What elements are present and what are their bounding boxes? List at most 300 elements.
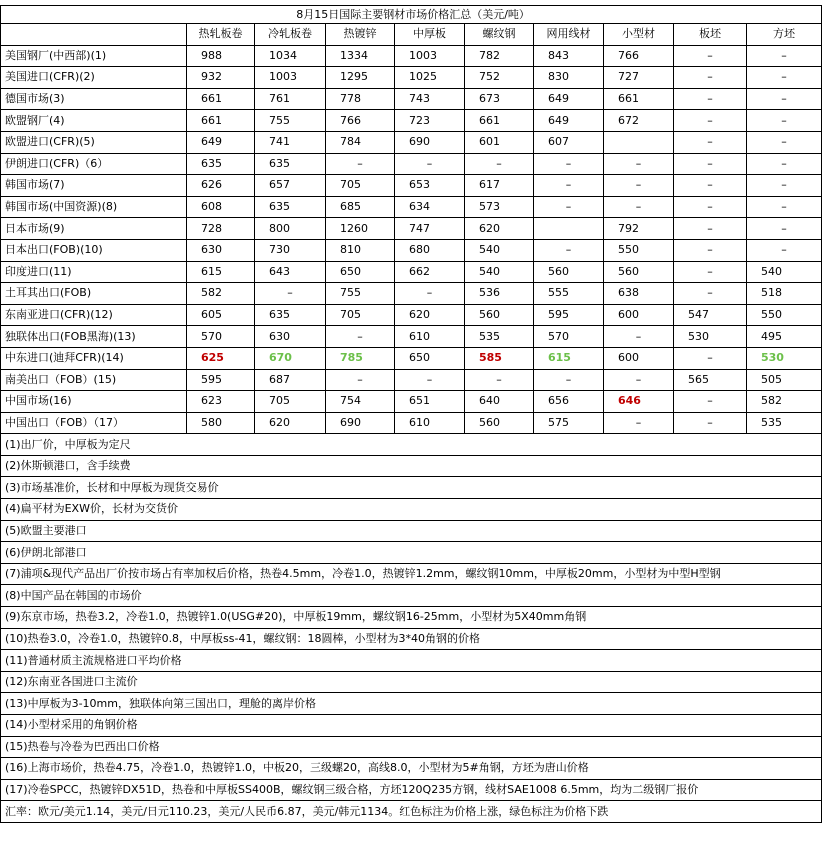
price-cell xyxy=(465,110,534,132)
header-corner-cell xyxy=(1,24,187,46)
price-value: – xyxy=(781,48,787,62)
footnote-text: (13)中厚板为3-10mm，独联体向第三国出口，理舱的离岸价格 xyxy=(1,693,822,715)
price-cell xyxy=(674,196,747,218)
price-cell xyxy=(395,304,465,326)
price-value: – xyxy=(707,178,713,192)
price-value: 540 xyxy=(761,264,782,278)
price-value: – xyxy=(707,200,713,214)
price-cell xyxy=(326,326,395,348)
price-cell xyxy=(395,283,465,305)
price-cell xyxy=(187,304,255,326)
price-cell xyxy=(187,175,255,197)
price-value: 743 xyxy=(409,92,430,106)
price-cell xyxy=(395,218,465,240)
note-row xyxy=(1,477,822,499)
price-value: 643 xyxy=(269,264,290,278)
market-name-cell: 中国市场(16) xyxy=(1,391,187,413)
price-value: – xyxy=(565,156,572,170)
price-cell xyxy=(465,283,534,305)
price-value: 1003 xyxy=(409,48,437,62)
price-value: 540 xyxy=(479,243,500,257)
price-cell xyxy=(465,175,534,197)
price-value: – xyxy=(635,415,642,429)
price-value: – xyxy=(707,264,713,278)
header-row xyxy=(1,24,822,46)
price-value: 755 xyxy=(340,286,361,300)
price-cell xyxy=(187,369,255,391)
note-row xyxy=(1,455,822,477)
price-value: – xyxy=(635,156,642,170)
price-cell xyxy=(465,153,534,175)
price-cell xyxy=(534,283,604,305)
market-name-cell: 独联体出口(FOB黑海)(13) xyxy=(1,326,187,348)
price-cell xyxy=(674,88,747,110)
price-value: 635 xyxy=(269,156,290,170)
price-value: 560 xyxy=(479,415,500,429)
table-row xyxy=(1,369,822,391)
footnote-text: (1)出厂价，中厚板为定尺 xyxy=(1,434,822,456)
price-cell xyxy=(326,304,395,326)
price-value: – xyxy=(781,113,787,127)
market-name-cell: 美国钢厂(中西部)(1) xyxy=(1,45,187,67)
price-value: 727 xyxy=(618,70,639,84)
price-value: 784 xyxy=(340,135,361,149)
price-cell xyxy=(187,326,255,348)
column-header: 小型材 xyxy=(604,24,674,46)
price-cell xyxy=(465,67,534,89)
price-cell xyxy=(747,67,822,89)
price-value: – xyxy=(357,372,363,386)
note-row xyxy=(1,563,822,585)
price-value: – xyxy=(781,243,787,257)
price-value: 728 xyxy=(201,221,222,235)
price-cell xyxy=(747,283,822,305)
price-value: – xyxy=(707,113,713,127)
price-value: 573 xyxy=(479,200,500,214)
price-cell xyxy=(465,196,534,218)
price-value: – xyxy=(781,200,787,214)
price-down-value: 785 xyxy=(340,351,363,365)
price-cell xyxy=(326,110,395,132)
price-cell xyxy=(604,239,674,261)
price-cell xyxy=(534,153,604,175)
price-value: 570 xyxy=(548,329,569,343)
table-row xyxy=(1,45,822,67)
price-cell xyxy=(534,391,604,413)
price-cell xyxy=(747,131,822,153)
price-value: – xyxy=(707,92,713,106)
price-cell xyxy=(395,391,465,413)
price-value: 530 xyxy=(688,329,709,343)
note-row xyxy=(1,801,822,823)
price-value: 560 xyxy=(618,264,639,278)
price-cell xyxy=(674,45,747,67)
price-cell xyxy=(395,369,465,391)
price-cell xyxy=(395,175,465,197)
price-cell xyxy=(747,391,822,413)
price-cell xyxy=(674,283,747,305)
price-cell xyxy=(465,412,534,434)
price-value: – xyxy=(635,200,642,214)
price-cell xyxy=(674,261,747,283)
price-value: – xyxy=(357,156,363,170)
price-value: 560 xyxy=(479,308,500,322)
table-row xyxy=(1,153,822,175)
title-row xyxy=(1,6,822,24)
price-value: 600 xyxy=(618,351,639,365)
price-value: – xyxy=(426,372,433,386)
note-row xyxy=(1,671,822,693)
price-value: 580 xyxy=(201,415,222,429)
price-cell xyxy=(604,391,674,413)
price-value: 649 xyxy=(548,92,569,106)
price-cell xyxy=(747,153,822,175)
price-value: 661 xyxy=(201,113,222,127)
market-name-cell: 印度进口(11) xyxy=(1,261,187,283)
price-cell xyxy=(326,369,395,391)
market-name-cell: 韩国市场(7) xyxy=(1,175,187,197)
price-cell xyxy=(604,283,674,305)
footnote-text: (5)欧盟主要港口 xyxy=(1,520,822,542)
price-value: 988 xyxy=(201,48,222,62)
price-value: 1334 xyxy=(340,48,368,62)
price-value: 560 xyxy=(548,264,569,278)
table-row xyxy=(1,88,822,110)
table-row xyxy=(1,110,822,132)
price-value: 730 xyxy=(269,243,290,257)
price-value: 662 xyxy=(409,264,430,278)
price-value: – xyxy=(781,70,787,84)
price-value: 755 xyxy=(269,113,290,127)
price-value: 685 xyxy=(340,200,361,214)
price-cell xyxy=(395,347,465,369)
price-value: 570 xyxy=(201,329,222,343)
market-name-cell: 美国进口(CFR)(2) xyxy=(1,67,187,89)
price-cell xyxy=(255,218,326,240)
price-value: 1295 xyxy=(340,70,368,84)
price-value: – xyxy=(496,372,502,386)
price-value: – xyxy=(707,156,713,170)
table-row xyxy=(1,67,822,89)
price-value: 638 xyxy=(618,286,639,300)
price-value: 657 xyxy=(269,178,290,192)
price-cell xyxy=(604,67,674,89)
price-cell xyxy=(187,110,255,132)
price-cell xyxy=(747,88,822,110)
market-name-cell: 土耳其出口(FOB) xyxy=(1,283,187,305)
price-value: – xyxy=(707,221,713,235)
price-value: 741 xyxy=(269,135,290,149)
price-up-value: 625 xyxy=(201,351,224,365)
price-value: – xyxy=(565,178,572,192)
price-value: – xyxy=(635,329,642,343)
price-cell xyxy=(326,239,395,261)
price-cell xyxy=(187,283,255,305)
price-cell xyxy=(255,67,326,89)
price-cell xyxy=(326,196,395,218)
price-cell xyxy=(465,261,534,283)
price-value: – xyxy=(707,286,713,300)
price-cell xyxy=(534,304,604,326)
footnote-text: (8)中国产品在韩国的市场价 xyxy=(1,585,822,607)
price-cell xyxy=(674,239,747,261)
footnote-text: (6)伊朗北部港口 xyxy=(1,542,822,564)
price-value: 595 xyxy=(548,308,569,322)
price-cell xyxy=(604,347,674,369)
note-row xyxy=(1,607,822,629)
table-row xyxy=(1,304,822,326)
price-value: 792 xyxy=(618,221,639,235)
price-value: 680 xyxy=(409,243,430,257)
price-value: 620 xyxy=(269,415,290,429)
table-row xyxy=(1,283,822,305)
price-cell xyxy=(326,45,395,67)
price-value: – xyxy=(781,178,787,192)
market-name-cell: 欧盟进口(CFR)(5) xyxy=(1,131,187,153)
price-value: 723 xyxy=(409,113,430,127)
price-cell xyxy=(326,131,395,153)
price-value: – xyxy=(565,200,572,214)
price-cell xyxy=(255,369,326,391)
price-cell xyxy=(395,67,465,89)
price-cell xyxy=(187,412,255,434)
price-cell xyxy=(604,131,674,153)
note-row xyxy=(1,758,822,780)
price-value: 620 xyxy=(409,308,430,322)
price-value: 800 xyxy=(269,221,290,235)
price-cell xyxy=(255,153,326,175)
price-cell xyxy=(747,110,822,132)
price-value: 582 xyxy=(761,394,782,408)
price-value: 607 xyxy=(548,135,569,149)
price-value: 1260 xyxy=(340,221,368,235)
footnote-text: (2)休斯顿港口，含手续费 xyxy=(1,455,822,477)
market-name-cell: 中国出口（FOB）（17） xyxy=(1,412,187,434)
column-header: 中厚板 xyxy=(395,24,465,46)
table-row xyxy=(1,131,822,153)
price-value: 649 xyxy=(201,135,222,149)
footnote-text: (15)热卷与冷卷为巴西出口价格 xyxy=(1,736,822,758)
market-name-cell: 伊朗进口(CFR)（6） xyxy=(1,153,187,175)
price-value: 752 xyxy=(479,70,500,84)
price-value: 656 xyxy=(548,394,569,408)
note-row xyxy=(1,585,822,607)
table-row xyxy=(1,196,822,218)
price-cell xyxy=(674,369,747,391)
price-value: – xyxy=(426,286,433,300)
price-value: 650 xyxy=(409,351,430,365)
price-cell xyxy=(604,110,674,132)
price-cell xyxy=(534,369,604,391)
price-value: 778 xyxy=(340,92,361,106)
price-value: 540 xyxy=(479,264,500,278)
price-cell xyxy=(465,45,534,67)
price-value: 620 xyxy=(479,221,500,235)
price-value: – xyxy=(707,415,713,429)
price-value: – xyxy=(707,394,713,408)
market-name-cell: 东南亚进口(CFR)(12) xyxy=(1,304,187,326)
price-cell xyxy=(604,412,674,434)
note-row xyxy=(1,520,822,542)
footnote-text: (12)东南亚各国进口主流价 xyxy=(1,671,822,693)
table-row xyxy=(1,347,822,369)
price-cell xyxy=(395,45,465,67)
price-value: 535 xyxy=(761,415,782,429)
price-cell xyxy=(326,412,395,434)
table-row xyxy=(1,175,822,197)
price-cell xyxy=(465,391,534,413)
market-name-cell: 韩国市场(中国资源)(8) xyxy=(1,196,187,218)
price-value: 705 xyxy=(340,308,361,322)
price-cell xyxy=(255,175,326,197)
price-value: 634 xyxy=(409,200,430,214)
table-row xyxy=(1,412,822,434)
note-row xyxy=(1,715,822,737)
price-cell xyxy=(465,218,534,240)
steel-price-table xyxy=(0,5,822,823)
price-value: 582 xyxy=(201,286,222,300)
price-value: – xyxy=(781,92,787,106)
price-value: 623 xyxy=(201,394,222,408)
footnote-text: (4)扁平材为EXW价，长材为交货价 xyxy=(1,499,822,521)
price-value: 766 xyxy=(618,48,639,62)
price-cell xyxy=(534,218,604,240)
price-value: 640 xyxy=(479,394,500,408)
price-cell xyxy=(187,347,255,369)
price-cell xyxy=(187,391,255,413)
price-cell xyxy=(326,283,395,305)
price-cell xyxy=(534,131,604,153)
price-cell xyxy=(604,369,674,391)
price-value: 661 xyxy=(479,113,500,127)
column-header: 热轧板卷 xyxy=(187,24,255,46)
price-cell xyxy=(534,326,604,348)
price-cell xyxy=(187,67,255,89)
price-cell xyxy=(395,261,465,283)
price-cell xyxy=(674,326,747,348)
price-cell xyxy=(674,304,747,326)
price-cell xyxy=(534,175,604,197)
price-value: 630 xyxy=(201,243,222,257)
price-cell xyxy=(747,347,822,369)
price-cell xyxy=(326,347,395,369)
price-value: 661 xyxy=(618,92,639,106)
column-header: 冷轧板卷 xyxy=(255,24,326,46)
price-cell xyxy=(604,326,674,348)
footnote-text: (11)普通材质主流规格进口平均价格 xyxy=(1,650,822,672)
note-row xyxy=(1,693,822,715)
price-value: 605 xyxy=(201,308,222,322)
price-cell xyxy=(747,261,822,283)
price-cell xyxy=(255,391,326,413)
price-value: 747 xyxy=(409,221,430,235)
price-cell xyxy=(255,196,326,218)
price-cell xyxy=(747,218,822,240)
price-value: 600 xyxy=(618,308,639,322)
price-value: 672 xyxy=(618,113,639,127)
price-cell xyxy=(395,196,465,218)
price-cell xyxy=(255,283,326,305)
price-cell xyxy=(395,412,465,434)
price-cell xyxy=(465,88,534,110)
price-value: 843 xyxy=(548,48,569,62)
price-cell xyxy=(747,239,822,261)
table-row xyxy=(1,218,822,240)
price-value: 690 xyxy=(409,135,430,149)
price-cell xyxy=(534,45,604,67)
price-value: – xyxy=(781,135,787,149)
price-value: – xyxy=(635,372,642,386)
price-cell xyxy=(395,88,465,110)
price-cell xyxy=(747,412,822,434)
price-cell xyxy=(187,153,255,175)
note-row xyxy=(1,779,822,801)
price-cell xyxy=(747,45,822,67)
price-cell xyxy=(674,153,747,175)
table-row xyxy=(1,326,822,348)
column-header: 方坯 xyxy=(747,24,822,46)
price-value: 932 xyxy=(201,70,222,84)
price-cell xyxy=(465,131,534,153)
price-cell xyxy=(747,304,822,326)
price-value: 635 xyxy=(269,308,290,322)
column-header: 板坯 xyxy=(674,24,747,46)
price-cell xyxy=(534,67,604,89)
price-cell xyxy=(465,369,534,391)
price-value: 550 xyxy=(618,243,639,257)
price-cell xyxy=(534,261,604,283)
price-cell xyxy=(604,218,674,240)
price-cell xyxy=(674,412,747,434)
price-value: – xyxy=(707,135,713,149)
note-row xyxy=(1,736,822,758)
price-cell xyxy=(255,412,326,434)
price-cell xyxy=(465,326,534,348)
price-value: 547 xyxy=(688,308,709,322)
price-cell xyxy=(255,45,326,67)
price-value: 830 xyxy=(548,70,569,84)
price-cell xyxy=(255,326,326,348)
price-value: 661 xyxy=(201,92,222,106)
price-cell xyxy=(465,239,534,261)
price-value: 608 xyxy=(201,200,222,214)
footnote-text: (7)浦项&现代产品出厂价按市场占有率加权后价格，热卷4.5mm，冷卷1.0，热镀锌1.2mm，螺纹钢10mm，中厚板20mm，小型材为中型H型钢 xyxy=(1,563,822,585)
price-cell xyxy=(604,45,674,67)
price-value: 782 xyxy=(479,48,500,62)
price-value: 690 xyxy=(340,415,361,429)
table-row xyxy=(1,261,822,283)
note-row xyxy=(1,650,822,672)
price-value: – xyxy=(707,243,713,257)
price-cell xyxy=(395,239,465,261)
price-cell xyxy=(326,261,395,283)
price-value: 601 xyxy=(479,135,500,149)
price-value: 705 xyxy=(269,394,290,408)
price-cell xyxy=(326,88,395,110)
footnote-text: (9)东京市场，热卷3.2，冷卷1.0，热镀锌1.0(USG#20)，中厚板19mm，螺纹钢16-25mm，小型材为5X40mm角钢 xyxy=(1,607,822,629)
price-value: – xyxy=(357,329,363,343)
price-cell xyxy=(674,67,747,89)
price-value: 635 xyxy=(201,156,222,170)
price-value: 495 xyxy=(761,329,782,343)
price-value: – xyxy=(565,372,572,386)
footnote-text: (16)上海市场价，热卷4.75，冷卷1.0，热镀锌1.0，中板20，三级螺20，高线8.0，小型材为5#角钢，方坯为唐山价格 xyxy=(1,758,822,780)
price-cell xyxy=(747,175,822,197)
table-row xyxy=(1,239,822,261)
price-cell xyxy=(255,110,326,132)
price-cell xyxy=(187,196,255,218)
price-value: 630 xyxy=(269,329,290,343)
